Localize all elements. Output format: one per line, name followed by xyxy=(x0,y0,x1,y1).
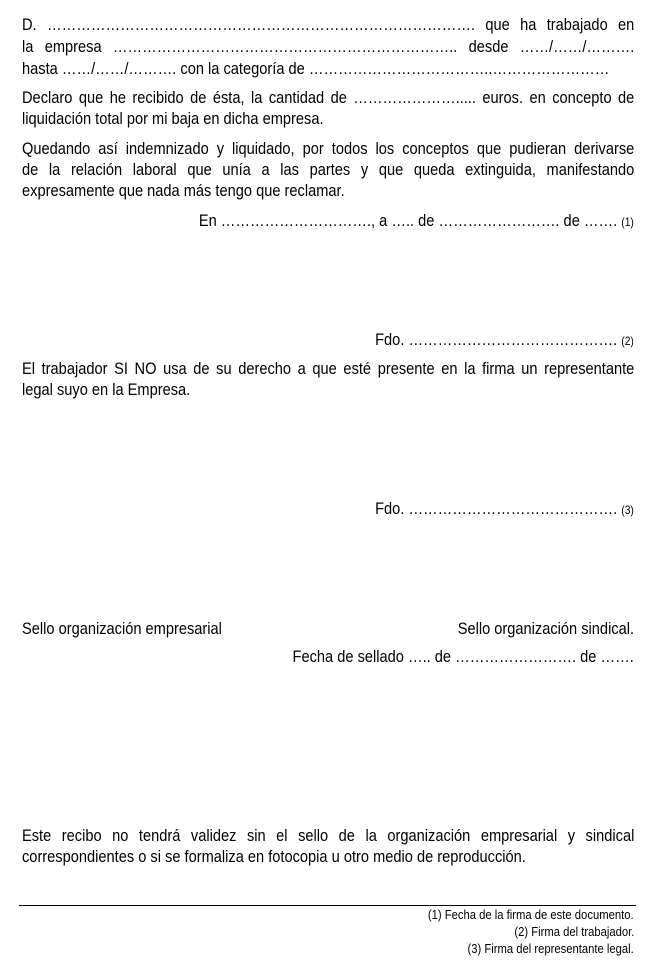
footnote-3: (3) Firma del representante legal. xyxy=(467,942,634,956)
worker-signature-text: Fdo. ……………………………………. xyxy=(375,330,618,349)
representative-clause-line-2: legal suyo en la Empresa. xyxy=(22,380,191,399)
footnote-divider xyxy=(19,905,636,906)
footnote-ref-3: (3) xyxy=(621,503,634,517)
end-date-category-line: hasta ……/……/………. con la categoría de ………………………………..…………………… xyxy=(22,59,610,78)
representative-signature-line xyxy=(375,498,634,522)
settlement-line-2: de la relación laboral que unía a las partes y que queda extinguida, manifestando xyxy=(22,160,635,179)
footnote-1: (1) Fecha de la firma de este documento. xyxy=(428,908,634,922)
declaration-line-2: liquidación total por mi baja en dicha empresa. xyxy=(22,109,324,128)
validity-note-line-1: Este recibo no tendrá validez sin el sello de la organización empresarial y sindical xyxy=(22,826,635,845)
validity-note-line-2: correspondientes o si se formaliza en fotocopia u otro medio de reproducción. xyxy=(22,847,526,866)
settlement-line-1: Quedando así indemnizado y liquidado, por todos los conceptos que pudieran derivarse xyxy=(22,139,635,158)
place-date-line xyxy=(199,210,634,234)
worker-name-line: D. ……………………………………………………………………………. que ha trabajado en xyxy=(22,15,635,34)
employer-stamp-label: Sello organización empresarial xyxy=(22,619,222,638)
footnote-2: (2) Firma del trabajador. xyxy=(513,925,634,939)
footnote-ref-2: (2) xyxy=(621,334,634,348)
declaration-amount-line: Declaro que he recibido de ésta, la cantidad de …………………..... euros. en concepto de xyxy=(22,88,635,107)
representative-signature-text: Fdo. ……………………………………. xyxy=(375,499,618,518)
worker-signature-line xyxy=(375,329,634,353)
settlement-line-3: expresamente que nada más tengo que reclamar. xyxy=(22,181,345,200)
company-dates-line: la empresa …………………………………………………………….. desde ……/……/………. xyxy=(22,37,635,56)
place-date-text: En …………………………., a ….. de ……………………. de ……. xyxy=(198,211,618,230)
stamp-date-line: Fecha de sellado ….. de ……………………. de ……. xyxy=(292,647,634,666)
footnote-ref-1: (1) xyxy=(621,215,634,229)
union-stamp-label: Sello organización sindical. xyxy=(457,619,634,638)
representative-clause-line-1: El trabajador SI NO usa de su derecho a que esté presente en la firma un representante xyxy=(22,359,635,378)
